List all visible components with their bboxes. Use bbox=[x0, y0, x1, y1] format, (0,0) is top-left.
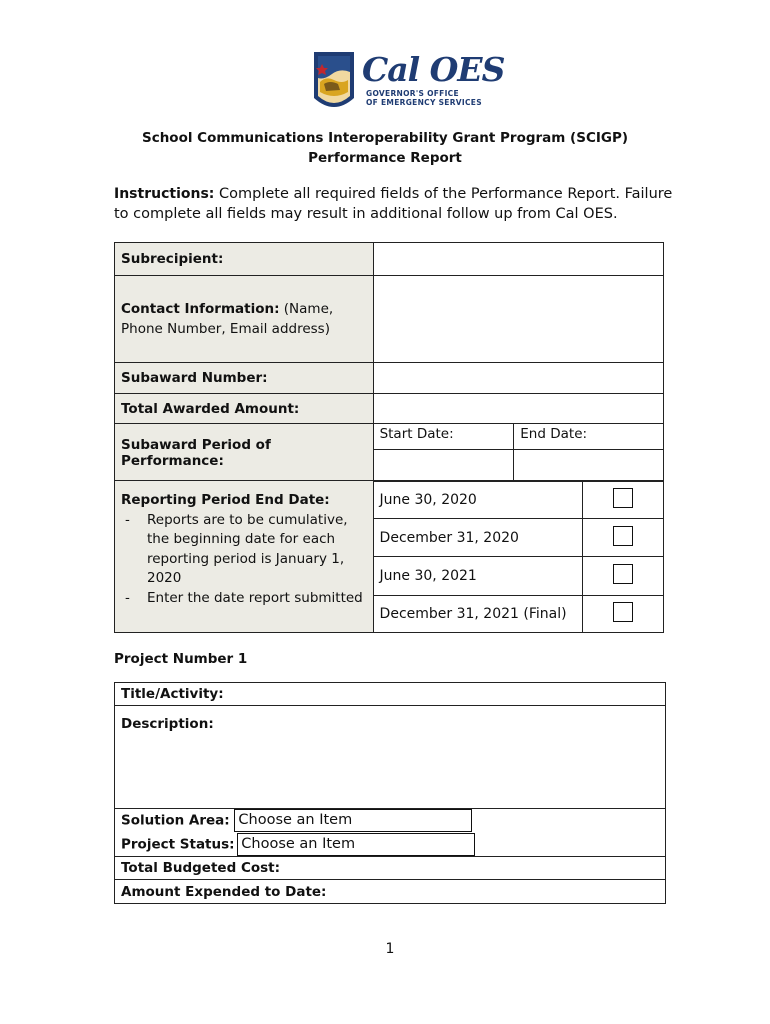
reporting-checkbox[interactable] bbox=[613, 564, 633, 584]
document-subtitle: Performance Report bbox=[308, 150, 462, 166]
project-heading: Project Number 1 bbox=[114, 651, 248, 667]
period-of-performance-label: Subaward Period of Performance: bbox=[115, 424, 374, 482]
project-table bbox=[114, 682, 666, 904]
subrecipient-field[interactable] bbox=[373, 243, 663, 276]
reporting-checkbox[interactable] bbox=[613, 602, 633, 622]
amount-expended-label[interactable]: Amount Expended to Date: bbox=[115, 880, 666, 904]
total-awarded-label: Total Awarded Amount: bbox=[115, 394, 374, 424]
reporting-note: - Reports are to be cumulative, the beginning date for each reporting period is January 1, 2020 bbox=[121, 511, 367, 589]
instructions-label: Instructions: bbox=[114, 186, 215, 202]
solution-area-row bbox=[115, 809, 666, 833]
start-date-field[interactable] bbox=[373, 450, 514, 482]
project-status-row bbox=[115, 833, 666, 857]
description-label[interactable]: Description: bbox=[115, 706, 666, 809]
reporting-date: June 30, 2020 bbox=[373, 481, 583, 519]
subrecipient-info-table bbox=[114, 242, 664, 482]
reporting-period-label: Reporting Period End Date: bbox=[121, 492, 330, 508]
solution-area-select[interactable]: Choose an Item bbox=[234, 809, 472, 832]
instructions-text: Complete all required fields of the Performance Report. Failure to complete all fields may result in additional follow up from Cal OES. bbox=[114, 186, 673, 222]
project-status-select[interactable]: Choose an Item bbox=[237, 833, 475, 856]
subrecipient-label: Subrecipient: bbox=[115, 243, 374, 276]
contact-info-label: Contact Information: (Name, Phone Number, Email address) bbox=[115, 276, 374, 363]
start-date-label: Start Date: bbox=[373, 424, 514, 450]
cal-oes-logo bbox=[310, 50, 505, 120]
reporting-period-table bbox=[114, 480, 664, 633]
logo-line-1: GOVERNOR'S OFFICE bbox=[366, 89, 459, 98]
end-date-label: End Date: bbox=[514, 424, 664, 450]
logo-line-2: OF EMERGENCY SERVICES bbox=[366, 98, 482, 107]
subaward-number-field[interactable] bbox=[373, 363, 663, 394]
contact-info-field[interactable] bbox=[373, 276, 663, 363]
end-date-field[interactable] bbox=[514, 450, 664, 482]
reporting-date: December 31, 2021 (Final) bbox=[373, 596, 583, 633]
reporting-checkbox[interactable] bbox=[613, 488, 633, 508]
subaward-number-label: Subaward Number: bbox=[115, 363, 374, 394]
reporting-date: December 31, 2020 bbox=[373, 519, 583, 557]
solution-area-label: Solution Area: bbox=[121, 812, 230, 829]
brand-name: Cal OES bbox=[362, 50, 505, 89]
reporting-note: - Enter the date report submitted bbox=[121, 589, 367, 609]
reporting-date: June 30, 2021 bbox=[373, 557, 583, 596]
instructions bbox=[114, 184, 674, 224]
reporting-period-label-cell bbox=[115, 481, 374, 633]
title-activity-label[interactable]: Title/Activity: bbox=[115, 683, 666, 706]
reporting-checkbox[interactable] bbox=[613, 526, 633, 546]
project-status-label: Project Status: bbox=[121, 836, 235, 853]
total-budgeted-cost-label[interactable]: Total Budgeted Cost: bbox=[115, 857, 666, 880]
page-number: 1 bbox=[385, 941, 395, 957]
document-title: School Communications Interoperability Grant Program (SCIGP) bbox=[141, 130, 629, 146]
total-awarded-field[interactable] bbox=[373, 394, 663, 424]
